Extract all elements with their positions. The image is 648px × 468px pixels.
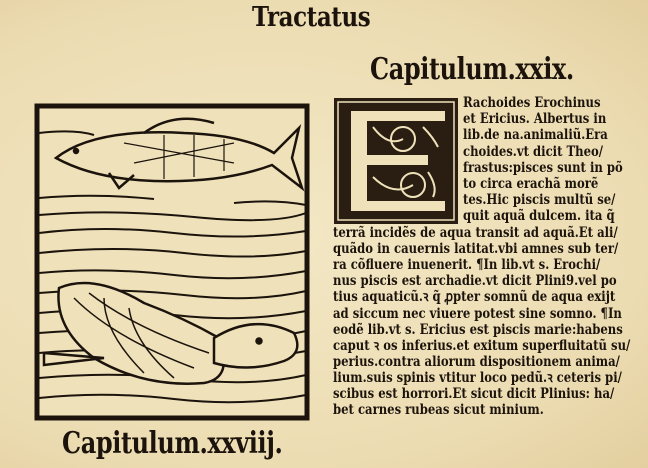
text-line: scibus est horrori.Et sicut dicit Plinius: ha/ bbox=[333, 386, 615, 402]
text-line: tes.Hic piscis multũ se/ bbox=[463, 192, 616, 209]
text-line: ad siccum nec viuere potest sine somno. ¶In bbox=[333, 305, 622, 322]
text-line: lium.suis spinis vtitur loco pedũ.ꝛ ceteris pi/ bbox=[333, 369, 622, 386]
text-line: bet carnes rubeas sicut minium. bbox=[333, 402, 544, 419]
text-line: ra cõfluere inuenerit. ¶In lib.vt s. Erochi/ bbox=[333, 257, 601, 274]
text-line: et Ericius. Albertus in bbox=[463, 111, 607, 128]
text-line: Rachoides Erochinus bbox=[463, 95, 601, 111]
chapter-heading-bottom: Capitulum.xxviij. bbox=[62, 426, 283, 461]
woodcut-illustration bbox=[34, 103, 310, 421]
text-line: perius.contra aliorum dispositionem anima/ bbox=[333, 353, 620, 370]
text-line: caput ꝛ os inferius.et exitum superfluitatũ su/ bbox=[333, 337, 631, 354]
text-line: tius aquaticũ.ꝛ q̃ ꝓpter somnũ de aqua exijt bbox=[333, 289, 616, 306]
running-head: Tractatus bbox=[252, 2, 371, 33]
decorated-initial bbox=[333, 97, 459, 225]
chapter-heading-top: Capitulum.xxix. bbox=[370, 52, 574, 87]
text-line: choides.vt dicit Theo/ bbox=[463, 143, 604, 160]
text-line: nus piscis est archadie.vt dicit Plini9.vel po bbox=[333, 273, 617, 290]
text-line: to circa erachã morẽ bbox=[463, 176, 599, 192]
text-line: lib.de na.animaliũ.Era bbox=[463, 127, 608, 144]
text-line: eodẽ lib.vt s. Ericius est piscis marie:habens bbox=[333, 321, 623, 338]
text-line: quãdo in cauernis latitat.vbi amnes sub ter/ bbox=[333, 241, 619, 258]
text-line: frastus:pisces sunt in põ bbox=[463, 159, 623, 176]
text-line: terrã incidẽs de aqua transit ad aquã.Et ali/ bbox=[333, 225, 618, 241]
text-line: quit aquã dulcem. ita q̃ bbox=[463, 208, 615, 225]
